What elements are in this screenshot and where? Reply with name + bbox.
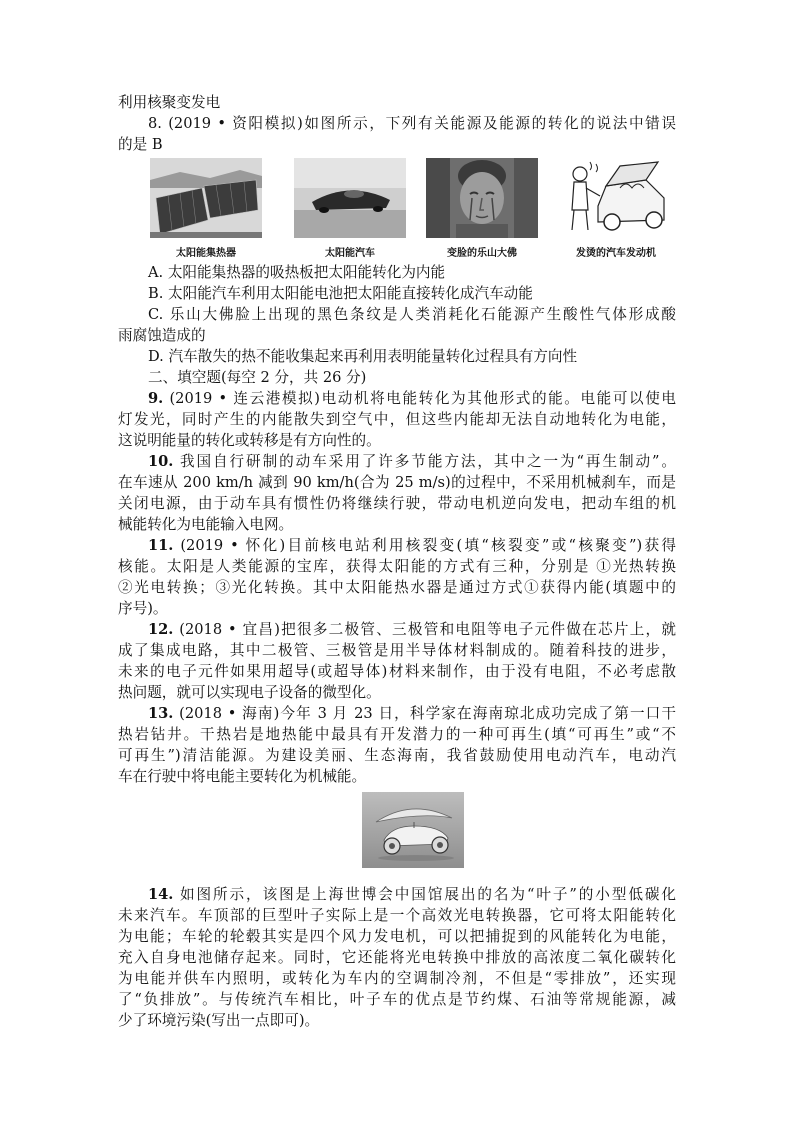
text-line: 关闭电源，由于动车具有惯性仍将继续行驶，带动电机逆向发电，把动车组的机 (118, 495, 676, 512)
text-line: 热岩钻井。干热岩是地热能中最具有开发潜力的一种可再生(填“可再生”或“不 (118, 726, 676, 743)
question-text: 如图所示，该图是上海世博会中国馆展出的名为“叶子”的小型低碳化 (179, 886, 676, 903)
text-line: 为电能并供车内照明，或转化为车内的空调制冷剂，不但是“零排放”，还实现 (118, 970, 676, 987)
text-line: 核能。太阳是人类能源的宝库，获得太阳能的方式有三种，分别是 ①光热转换 (118, 558, 676, 575)
document-page (118, 92, 676, 1031)
text-line: 械能转化为电能输入电网。 (118, 516, 294, 533)
text-line: 为电能；车轮的轮毂其实是四个风力发电机，可以把捕捉到的风能转化为电能， (118, 928, 676, 945)
text-line: 未来汽车。车顶部的巨型叶子实际上是一个高效光电转换器，它可将太阳能转化 (118, 907, 676, 924)
figure-solar-collector (146, 158, 266, 259)
question-8 (118, 113, 676, 134)
text-line: 序号)。 (118, 600, 168, 617)
option-c-cont: 雨腐蚀造成的 (118, 327, 206, 344)
question-number: 14. (148, 886, 174, 903)
figure-leaf-car (118, 792, 676, 876)
question-9 (118, 388, 676, 409)
leshan-buddha-image (426, 158, 538, 238)
figure-leshan-buddha (422, 158, 542, 259)
question-14 (118, 884, 676, 905)
question-number: 8. (148, 115, 162, 132)
text-line: 可再生”)清洁能源。为建设美丽、生态海南，我省鼓励使用电动汽车，电动汽 (118, 747, 676, 764)
question-text: (2018 • 宜昌)把很多二极管、三极管和电阻等电子元件做在芯片上，就 (179, 621, 676, 638)
option-b: B. 太阳能汽车利用太阳能电池把太阳能直接转化成汽车动能 (148, 285, 533, 302)
figure-caption: 太阳能汽车 (325, 248, 375, 259)
solar-collector-image (150, 158, 262, 238)
question-number: 10. (148, 453, 174, 470)
question-13 (118, 703, 676, 724)
text-line: 灯发光，同时产生的内能散失到空气中，但这些内能却无法自动地转化为电能， (118, 411, 676, 428)
text-line: 充入自身电池储存起来。同时，它还能将光电转换中排放的高浓度二氧化碳转化 (118, 949, 676, 966)
text-line: 成了集成电路，其中二极管、三极管是用半导体材料制成的。随着科技的进步， (118, 642, 676, 659)
text-line: 了“负排放”。与传统汽车相比，叶子车的优点是节约煤、石油等常规能源，减 (118, 991, 676, 1008)
question-number: 9. (148, 390, 164, 407)
question-text: (2018 • 海南)今年 3 月 23 日，科学家在海南琼北成功完成了第一口干 (179, 705, 676, 722)
text-line: 热问题，就可以实现电子设备的微型化。 (118, 684, 381, 701)
hot-engine-image (560, 158, 672, 238)
question-number: 11. (148, 537, 174, 554)
question-text: 我国自行研制的动车采用了许多节能方法，其中之一为“再生制动”。 (179, 453, 676, 470)
text-line: 车在行驶中将电能主要转化为机械能。 (118, 768, 367, 785)
text-line: ②光电转换；③光化转换。其中太阳能热水器是通过方式①获得内能(填题中的 (118, 579, 676, 596)
text-line: 在车速从 200 km/h 减到 90 km/h(合为 25 m/s)的过程中，不采用机械刹车，而是 (118, 474, 676, 491)
figure-caption: 太阳能集热器 (176, 248, 236, 259)
question-8-cont: 的是 B (118, 136, 163, 153)
question-number: 12. (148, 621, 174, 638)
question-text: (2019 • 怀化)目前核电站利用核裂变(填“核裂变”或“核聚变”)获得 (180, 537, 676, 554)
figure-caption: 发烫的汽车发动机 (576, 248, 656, 259)
question-12 (118, 619, 676, 640)
text-line: 未来的电子元件如果用超导(或超导体)材料来制作，由于没有电阻，不必考虑散 (118, 663, 676, 680)
figure-solar-car (290, 158, 410, 259)
question-11 (118, 535, 676, 556)
figure-caption: 变脸的乐山大佛 (447, 248, 517, 259)
option-d: D. 汽车散失的热不能收集起来再利用表明能量转化过程具有方向性 (148, 348, 578, 365)
question-text: (2019 • 资阳模拟)如图所示，下列有关能源及能源的转化的说法中错误 (168, 115, 676, 132)
question-text: (2019 • 连云港模拟)电动机将电能转化为其他形式的能。电能可以使电 (169, 390, 676, 407)
figure-row (118, 158, 676, 262)
option-a: A. 太阳能集热器的吸热板把太阳能转化为内能 (148, 264, 446, 281)
option-c: C. 乐山大佛脸上出现的黑色条纹是人类消耗化石能源产生酸性气体形成酸 (148, 306, 676, 323)
question-10 (118, 451, 676, 472)
text-line: 少了环境污染(写出一点即可)。 (118, 1012, 320, 1029)
text-line: 这说明能量的转化或转移是有方向性的。 (118, 432, 381, 449)
solar-car-image (294, 158, 406, 238)
leaf-car-image (362, 792, 464, 868)
section-heading: 二、填空题(每空 2 分，共 26 分) (148, 369, 367, 386)
figure-hot-engine (556, 158, 676, 259)
text-line: 利用核聚变发电 (118, 94, 221, 111)
question-number: 13. (148, 705, 174, 722)
